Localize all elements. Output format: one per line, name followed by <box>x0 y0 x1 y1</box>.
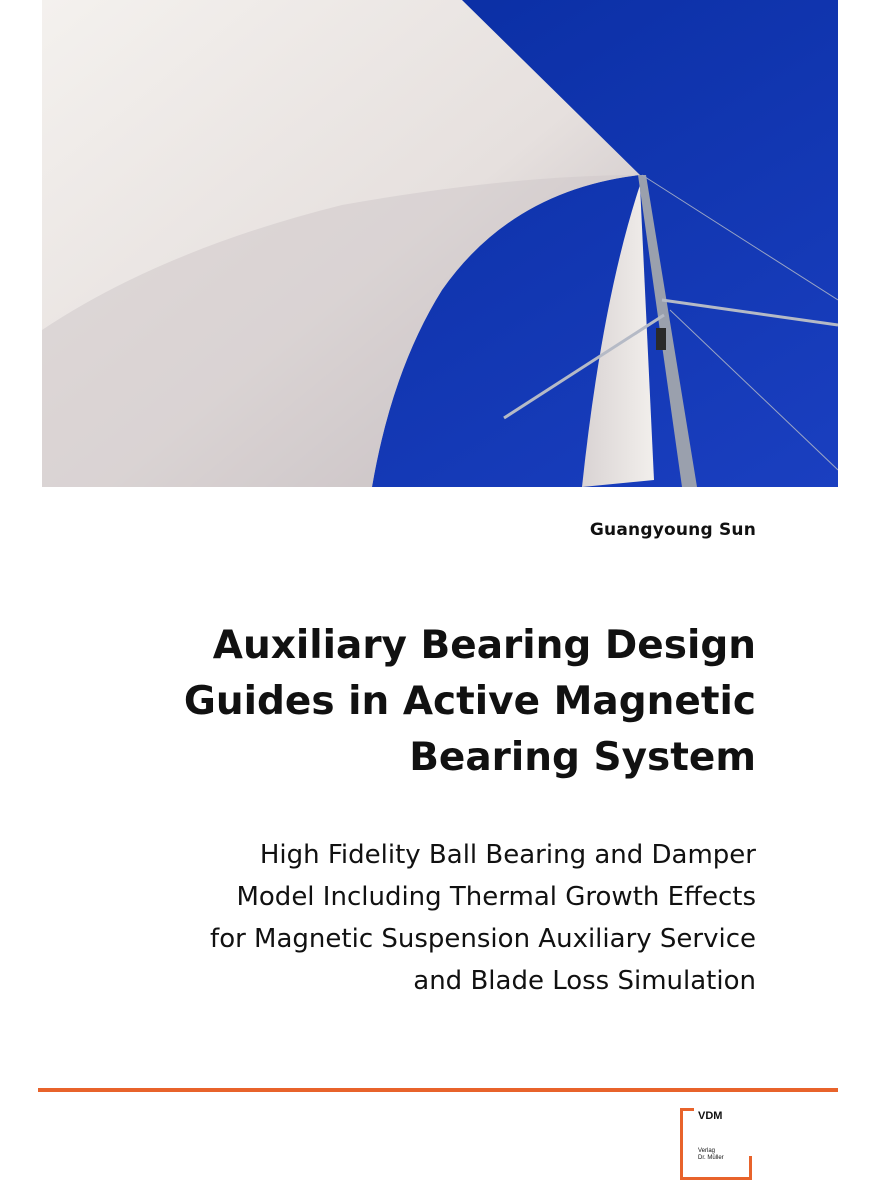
divider-rule <box>38 1088 838 1092</box>
logo-subtext <box>698 1148 724 1162</box>
title-line: Bearing System <box>409 735 756 780</box>
title-line: Auxiliary Bearing Design <box>212 623 756 668</box>
subtitle-line: and Blade Loss Simulation <box>413 966 756 996</box>
logo-sub-line: Dr. Müller <box>698 1155 724 1161</box>
publisher-logo <box>680 1108 758 1186</box>
book-subtitle <box>36 834 756 1002</box>
book-title <box>56 618 756 786</box>
subtitle-line: for Magnetic Suspension Auxiliary Service <box>210 924 756 954</box>
author-name: Guangyoung Sun <box>589 520 756 540</box>
title-line: Guides in Active Magnetic <box>183 679 756 724</box>
sailboat-image <box>42 0 838 487</box>
logo-vdm-text: VDM <box>698 1110 723 1122</box>
cover-photo <box>42 0 838 487</box>
subtitle-line: Model Including Thermal Growth Effects <box>236 882 756 912</box>
logo-sub-line: Verlag <box>698 1148 716 1154</box>
subtitle-line: High Fidelity Ball Bearing and Damper <box>259 840 756 870</box>
